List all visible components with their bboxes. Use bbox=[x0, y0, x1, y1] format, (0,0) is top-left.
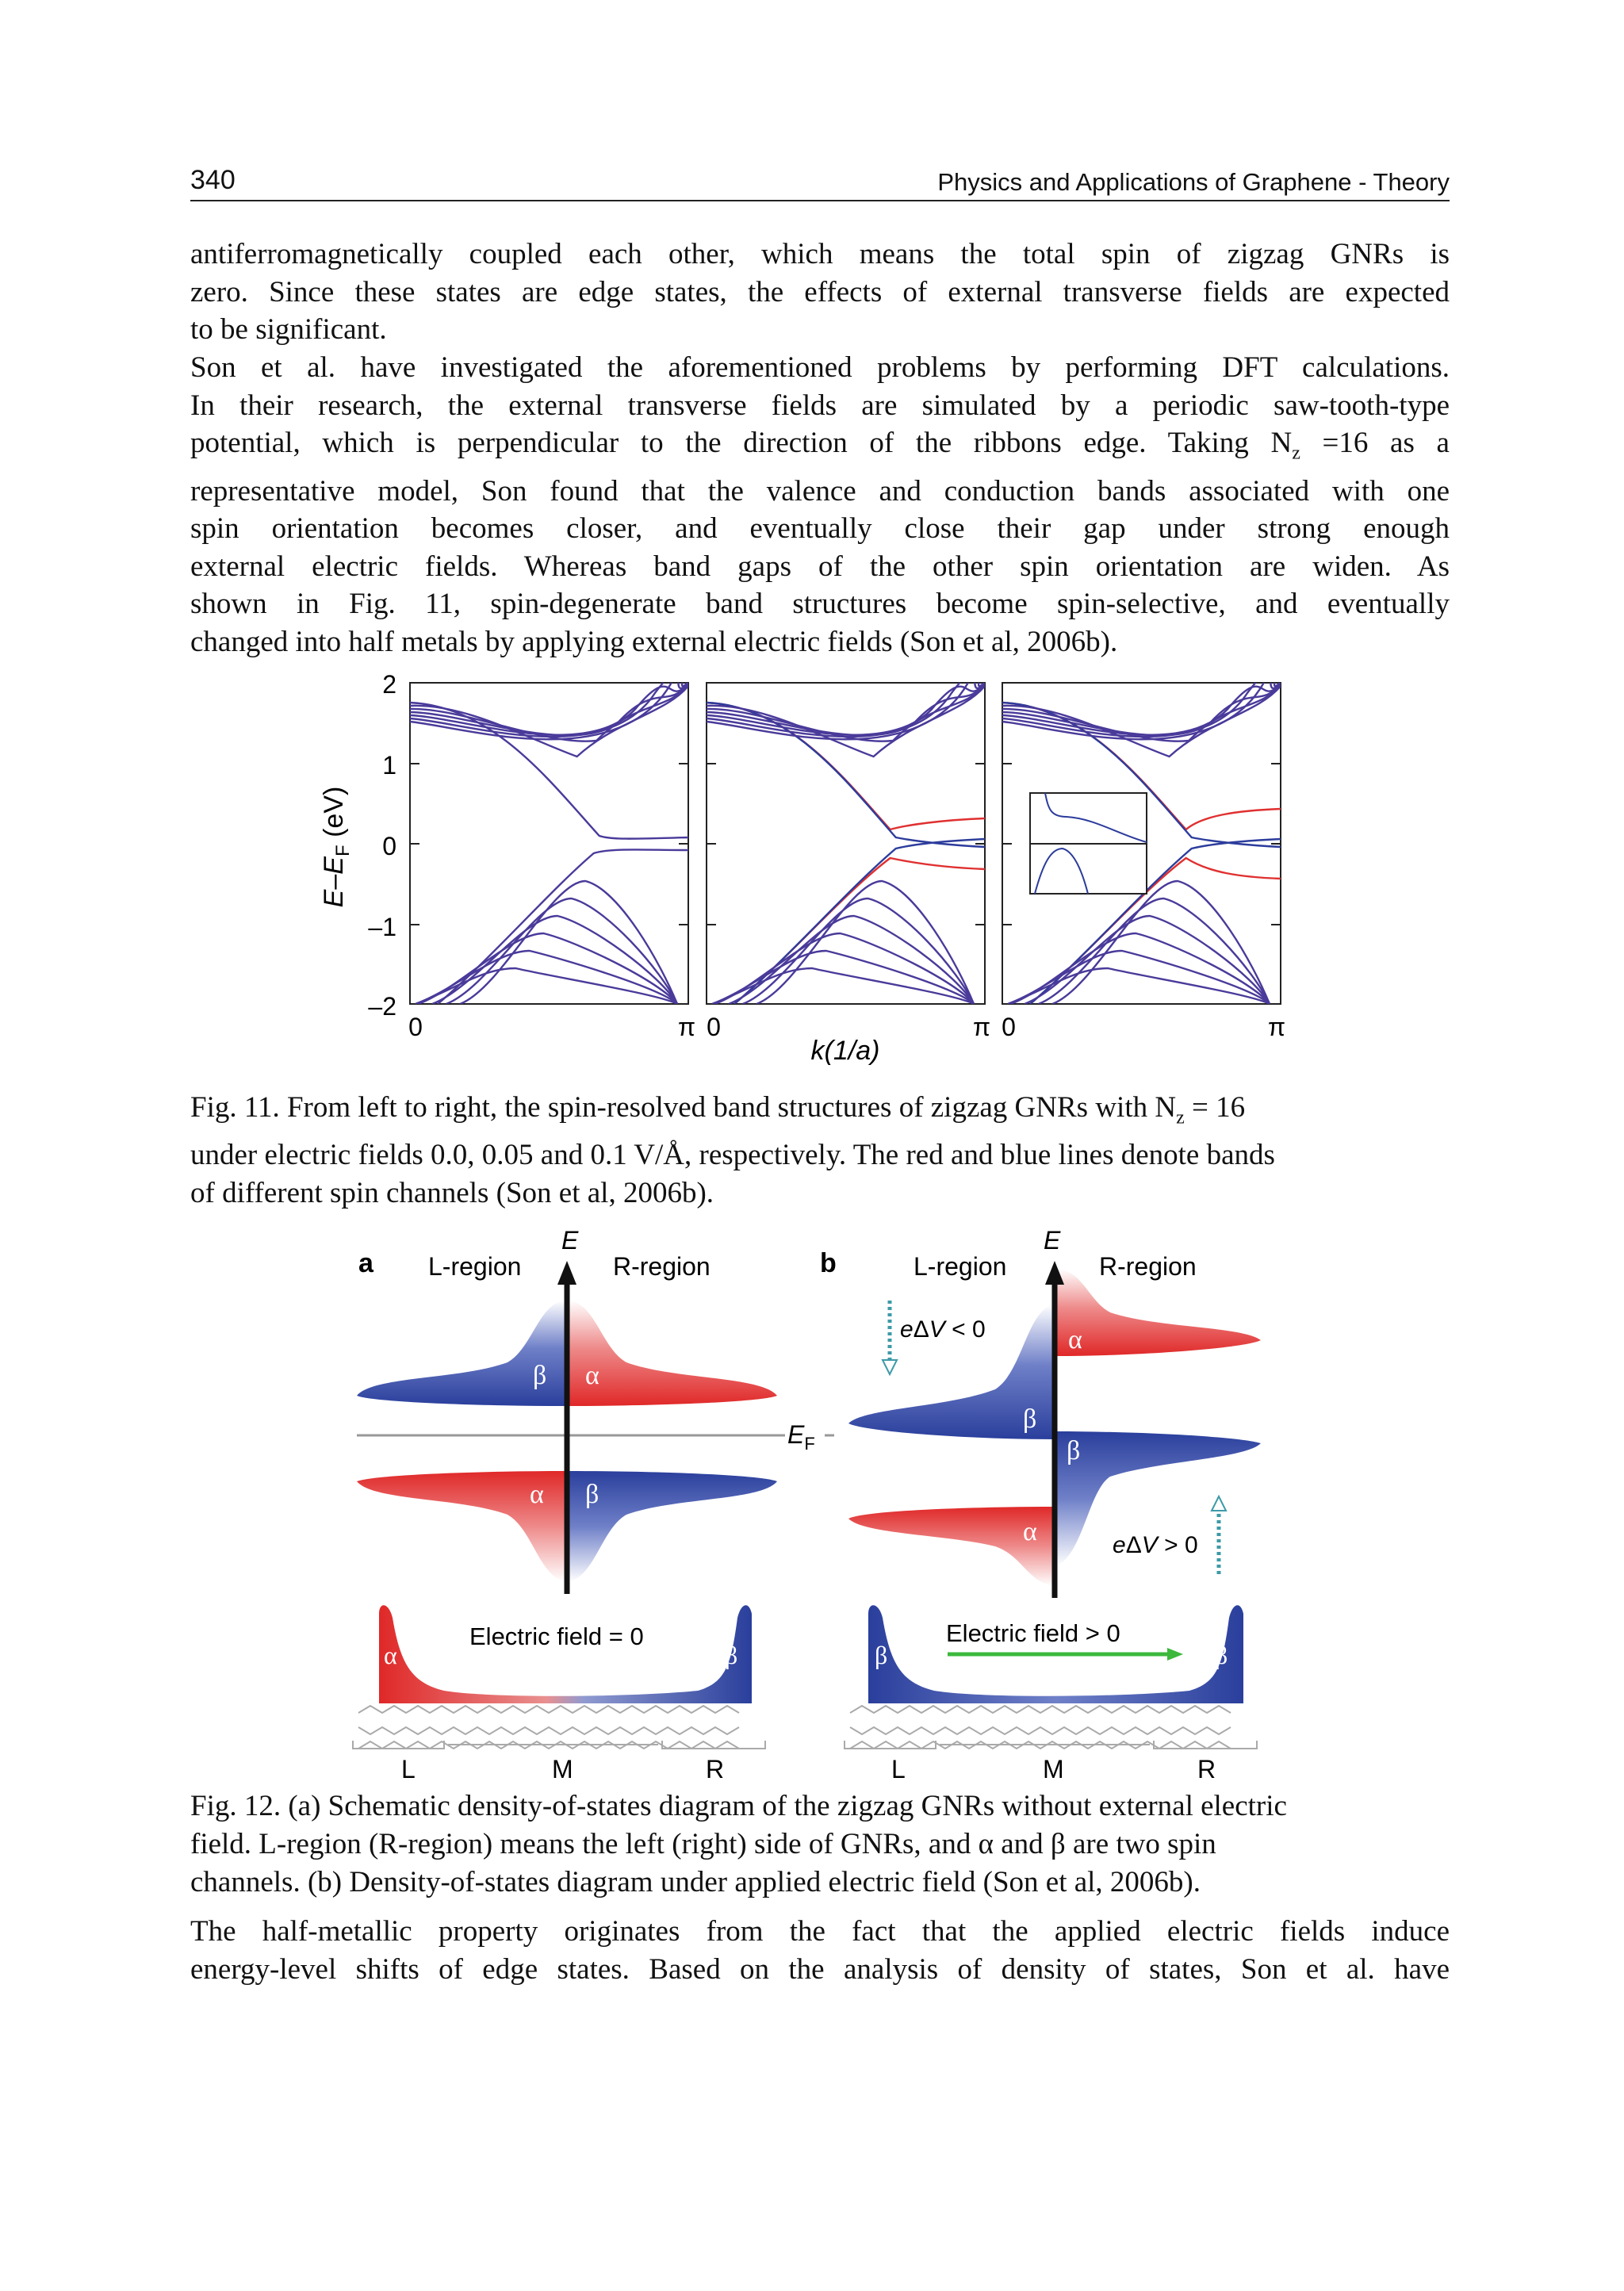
beta-label: β bbox=[1023, 1404, 1037, 1434]
energy-axis-label: E bbox=[1044, 1226, 1061, 1255]
shift-up-arrow bbox=[1212, 1496, 1226, 1574]
position-label-m: M bbox=[552, 1755, 573, 1783]
running-title: Physics and Applications of Graphene - Theory bbox=[937, 168, 1450, 196]
shift-negative-label: eΔV < 0 bbox=[900, 1316, 986, 1343]
text-fragment: potential, which is perpendicular to the direction of the ribbons edge. Taking N bbox=[190, 427, 1293, 459]
beta-label: β bbox=[875, 1641, 888, 1669]
dos-lobe-beta bbox=[357, 1301, 567, 1406]
position-label-m: M bbox=[1043, 1755, 1064, 1783]
position-label-l: L bbox=[891, 1755, 906, 1783]
r-region-label: R-region bbox=[613, 1252, 710, 1281]
x-tick-label: 0 bbox=[1002, 1013, 1016, 1041]
dos-lobe-alpha bbox=[567, 1301, 777, 1406]
y-tick-label: 1 bbox=[382, 751, 396, 780]
x-tick-label: π bbox=[972, 1013, 991, 1041]
position-label-l: L bbox=[401, 1755, 416, 1783]
subscript: z bbox=[1292, 442, 1300, 464]
text-line: Son et al. have investigated the aforementioned problems by performing DFT calculations. bbox=[190, 351, 1450, 384]
x-tick-label: 0 bbox=[408, 1013, 423, 1041]
text-line: In their research, the external transverse fields are simulated by a periodic saw-tooth-type bbox=[190, 389, 1450, 422]
alpha-label: α bbox=[585, 1361, 599, 1390]
text-line: spin orientation becomes closer, and eventually close their gap under strong enough bbox=[190, 512, 1450, 546]
alpha-label: α bbox=[530, 1480, 544, 1509]
caption-fragment: = 16 bbox=[1184, 1091, 1246, 1124]
y-tick-label: 2 bbox=[382, 670, 396, 699]
subscript: z bbox=[1176, 1107, 1185, 1128]
alpha-label: α bbox=[384, 1641, 397, 1669]
page-number: 340 bbox=[190, 165, 236, 195]
r-region-label: R-region bbox=[1099, 1252, 1197, 1281]
x-tick-label: π bbox=[677, 1013, 696, 1041]
l-region-label: L-region bbox=[428, 1252, 522, 1281]
beta-label: β bbox=[1067, 1436, 1081, 1465]
zigzag-lattice bbox=[353, 1706, 765, 1749]
text-line: The half-metallic property originates from the fact that the applied electric fields induce bbox=[190, 1915, 1450, 1948]
energy-axis-label: E bbox=[561, 1226, 579, 1255]
dos-panel-b bbox=[787, 1226, 1261, 1783]
panel-letter: a bbox=[358, 1248, 373, 1278]
beta-label: β bbox=[533, 1361, 547, 1390]
zigzag-lattice bbox=[845, 1706, 1257, 1749]
paragraph-3 bbox=[190, 1913, 1450, 1988]
beta-label: β bbox=[585, 1480, 599, 1509]
panel-letter: b bbox=[820, 1248, 837, 1278]
caption-line: Fig. 12. (a) Schematic density-of-states diagram of the zigzag GNRs without external electric bbox=[190, 1790, 1287, 1822]
x-axis-label: k(1/a) bbox=[810, 1036, 880, 1066]
dos-panel-a bbox=[353, 1226, 785, 1783]
shift-positive-label: eΔV > 0 bbox=[1113, 1532, 1198, 1558]
y-tick-label: –1 bbox=[368, 913, 396, 941]
alpha-label: α bbox=[1023, 1517, 1037, 1546]
caption-line: channels. (b) Density-of-states diagram under applied electric field (Son et al, 2006b). bbox=[190, 1866, 1201, 1898]
beta-label: β bbox=[1215, 1641, 1228, 1669]
l-region-label: L-region bbox=[914, 1252, 1007, 1281]
fermi-level-label: $E_F$ bbox=[787, 1420, 815, 1454]
caption-line: field. L-region (R-region) means the left (right) side of GNRs, and α and β are two spin bbox=[190, 1828, 1216, 1860]
y-axis-label: $E-E_F$ (eV) bbox=[319, 786, 354, 908]
x-tick-label: 0 bbox=[707, 1013, 721, 1041]
beta-label: β bbox=[725, 1641, 738, 1669]
position-label-r: R bbox=[706, 1755, 725, 1783]
figure-12-caption bbox=[190, 1787, 1450, 1902]
y-tick-label: –2 bbox=[368, 992, 396, 1021]
text-line: changed into half metals by applying external electric fields (Son et al, 2006b). bbox=[190, 625, 1118, 658]
x-tick-label: π bbox=[1267, 1013, 1286, 1041]
caption-line: of different spin channels (Son et al, 2006b). bbox=[190, 1177, 714, 1210]
text-line: zero. Since these states are edge states, the effects of external transverse fields are expected bbox=[190, 275, 1450, 308]
text-line: shown in Fig. 11, spin-degenerate band structures become spin-selective, and eventually bbox=[190, 588, 1450, 621]
shift-down-arrow bbox=[883, 1301, 897, 1374]
energy-axis-arrowhead bbox=[557, 1261, 576, 1285]
caption-line: under electric fields 0.0, 0.05 and 0.1 V/Å, respectively. The red and blue lines denote bands bbox=[190, 1139, 1275, 1172]
caption-fragment: Fig. 11. From left to right, the spin-resolved band structures of zigzag GNRs with N bbox=[190, 1091, 1177, 1124]
field-arrowhead bbox=[1167, 1648, 1183, 1661]
text-line: antiferromagnetically coupled each other, which means the total spin of zigzag GNRs is bbox=[190, 238, 1450, 270]
text-fragment: =16 as a bbox=[1300, 427, 1450, 459]
field-label: Electric field > 0 bbox=[946, 1619, 1120, 1647]
text-line: representative model, Son found that the valence and conduction bands associated with one bbox=[190, 474, 1450, 508]
position-label-r: R bbox=[1197, 1755, 1216, 1783]
edge-state-profile bbox=[379, 1605, 752, 1703]
y-tick-label: 0 bbox=[382, 832, 396, 860]
text-line: external electric fields. Whereas band gaps of the other spin orientation are widen. As bbox=[190, 550, 1450, 583]
text-line: to be significant. bbox=[190, 313, 387, 346]
text-line: energy-level shifts of edge states. Based on the analysis of density of states, Son et al. have bbox=[190, 1952, 1450, 1986]
alpha-label: α bbox=[1068, 1325, 1082, 1354]
field-label: Electric field = 0 bbox=[469, 1622, 644, 1650]
dos-lobe-alpha bbox=[1055, 1269, 1261, 1356]
